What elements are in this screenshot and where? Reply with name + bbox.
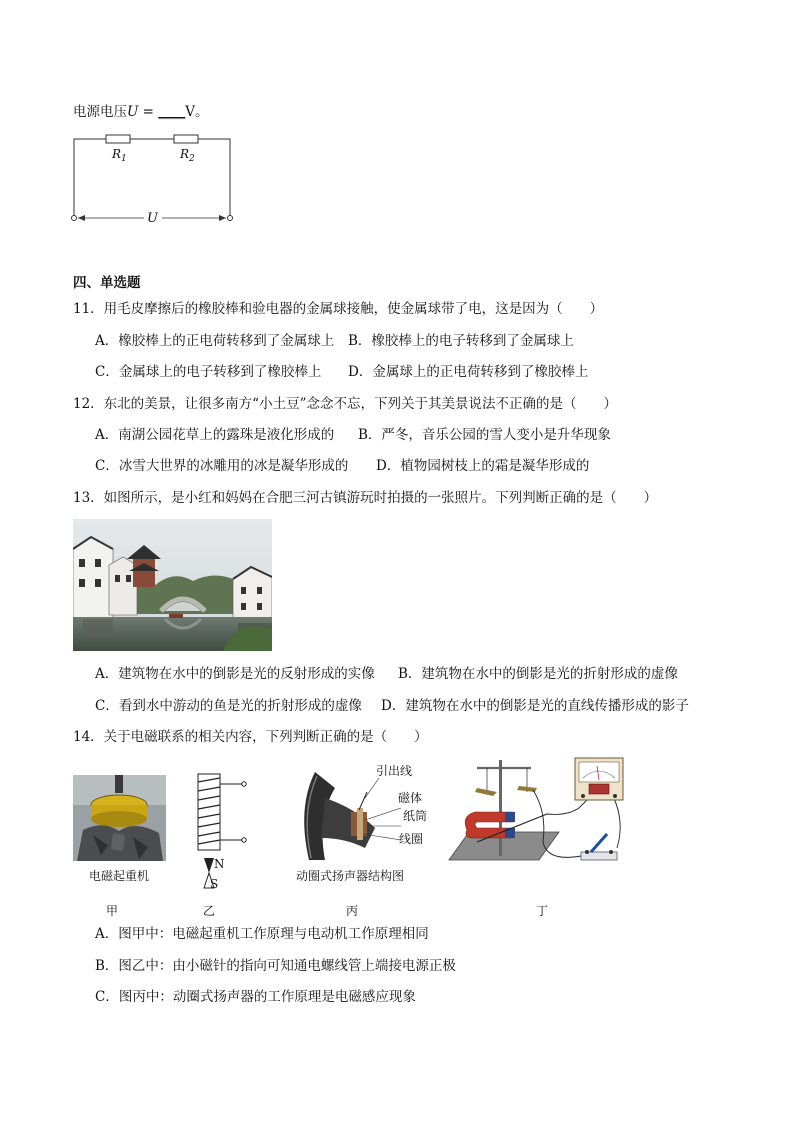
section-title: 四、单选题 <box>73 275 141 291</box>
question-11-stem: 11．用毛皮摩擦后的橡胶棒和验电器的金属球接触，使金属球带了电，这是因为（ ） <box>73 301 604 317</box>
q14-option-b[interactable]: B．图乙中：由小磁针的指向可知通电螺线管上端接电源正极 <box>95 958 456 974</box>
q12-option-a[interactable]: A．南湖公园花草上的露珠是液化形成的 <box>95 427 335 443</box>
q14-option-a[interactable]: A．图甲中：电磁起重机工作原理与电动机工作原理相同 <box>95 926 429 942</box>
question-14-stem: 14．关于电磁联系的相关内容，下列判断正确的是（ ） <box>73 729 428 745</box>
q14-option-c[interactable]: C．图丙中：动圈式扬声器的工作原理是电磁感应现象 <box>95 989 416 1005</box>
question-13-stem: 13．如图所示，是小红和妈妈在合肥三河古镇游玩时拍摄的一张照片。下列判断正确的是（ ） <box>73 490 658 506</box>
q13-option-d[interactable]: D．建筑物在水中的倒影是光的直线传播形成的影子 <box>381 698 689 714</box>
resistor-r2 <box>174 135 198 143</box>
intro-text: 电源电压 <box>73 104 127 120</box>
q13-option-a[interactable]: A．建筑物在水中的倒影是光的反射形成的实像 <box>95 666 375 682</box>
q11-option-a[interactable]: A．橡胶棒上的正电荷转移到了金属球上 <box>95 333 335 349</box>
crane-caption: 电磁起重机 <box>89 869 150 883</box>
stand-rod <box>499 760 502 856</box>
q11-option-b[interactable]: B．橡胶棒上的电子转移到了金属球上 <box>348 333 574 349</box>
r1-label: $R_1$ <box>112 147 127 164</box>
solenoid-diagram <box>186 772 266 894</box>
q13-option-c[interactable]: C．看到水中游动的鱼是光的折射形成的虚像 <box>95 698 362 714</box>
arrow-head-right <box>219 215 226 221</box>
intro-unit: V。 <box>185 104 209 120</box>
circuit-wire <box>74 139 230 216</box>
figure-bing-label: 丙 <box>346 904 359 918</box>
switch-lever <box>591 834 607 852</box>
u-label: U <box>147 211 158 226</box>
intro-var: U <box>127 104 139 120</box>
figure-ding-label: 丁 <box>536 904 549 918</box>
induction-experiment <box>447 752 631 870</box>
r2-label: $R_2$ <box>180 147 195 164</box>
compass-south-label: S <box>210 877 219 891</box>
solenoid-core <box>198 774 220 850</box>
q11-option-c[interactable]: C．金属球上的电子转移到了橡胶棒上 <box>95 364 322 380</box>
answer-blank[interactable]: ____ <box>158 104 186 120</box>
figure-yi-label: 乙 <box>203 904 216 918</box>
intro-eq: = <box>138 104 159 120</box>
q12-option-d[interactable]: D．植物园树枝上的霜是凝华形成的 <box>376 458 590 474</box>
q12-option-c[interactable]: C．冰雪大世界的冰雕用的冰是凝华形成的 <box>95 458 349 474</box>
ancient-town-photo <box>73 519 272 651</box>
terminal-left <box>72 216 77 221</box>
q11-option-d[interactable]: D．金属球上的正电荷转移到了橡胶棒上 <box>348 364 589 380</box>
compass-north-end <box>204 858 214 873</box>
q12-option-b[interactable]: B．严冬，音乐公园的雪人变小是升华现象 <box>358 427 611 443</box>
loudspeaker-diagram <box>295 768 405 864</box>
compass-north-label: N <box>214 857 225 871</box>
speaker-magnet-label: 磁体 <box>398 791 423 805</box>
speaker-coil-label: 线圈 <box>399 832 424 846</box>
speaker-lead-label: 引出线 <box>376 764 413 778</box>
crane-photo <box>73 775 166 861</box>
speaker-tube-label: 纸筒 <box>403 809 428 823</box>
speaker-caption: 动圈式扬声器结构图 <box>296 869 405 883</box>
question-12-stem: 12．东北的美景，让很多南方“小土豆”念念不忘，下列关于其美景说法不正确的是（ ） <box>73 396 617 412</box>
terminal-bottom <box>242 838 246 842</box>
terminal-top <box>242 782 246 786</box>
arrow-head-left <box>78 215 85 221</box>
intro-line <box>73 103 209 121</box>
terminal-right <box>228 216 233 221</box>
q13-option-b[interactable]: B．建筑物在水中的倒影是光的折射形成的虚像 <box>398 666 678 682</box>
figure-jia-label: 甲 <box>106 904 119 918</box>
resistor-r1 <box>106 135 130 143</box>
